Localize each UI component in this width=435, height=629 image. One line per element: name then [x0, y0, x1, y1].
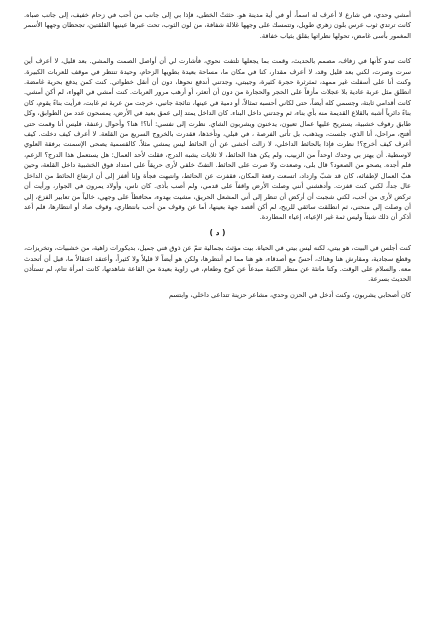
section-marker-row	[24, 228, 411, 238]
section-marker: ( د )	[209, 227, 226, 237]
paragraph-closing: كان أصحابي يشربون، وكنت أدخل في الحزن وحدي، مشاعر حزينة تتداعى داخلي، وابتسم	[169, 290, 411, 299]
paragraph-opening: أمشي وحدي، في شارع لا أعرف له اسماً، أو في أية مدينة هو. حثثتُ الخطى، فإذا بي إلى جانب من أحب في زحام خفيف، إلى جانب صباه. كانت ترتدي ثوب عرس بلون زهري طويل، وتتمسك على وجهها غلالة شفافة، من لون الثوب، تحت عبرها عينيها القلقتين، تجحظان وجهها الأسمر المغمور بأسى غامض، تحولها نظراتها بقلق بثياب خفاقة.	[24, 11, 411, 40]
paragraph-section-d: كنت أجلس في البيت، هو بيتي، لكنه ليس بيتي في الحياة. بيت مؤثث بجمالية تنمّ عن ذوق فني جميل، بديكورات زاهية، من خشبيات، وتخريزات، وقطع سجادية، ومقارش هنا وهناك، أحسّ مع أصدقاء، هو هنا مما لم أنتظرها، ولكن هو أيضاً لا قليلاً ولا كثيراً، وأعتقد اعتقالاً ما، قبل أن أتحدث معه. والسلام على الوقت. وكنا مانئة عن منظر الكتبة مبدعاً عن كوخ وطعام، في زاوية بعيدة من القاعة شاهدتها، كانت امرأة تتام، لم تستأذن الحديث بسرعة.	[24, 244, 411, 284]
paragraph-body: كانت تبدو كأنها في زفاف، مصمم بالحديث، وقمت بما يجعلها تلتفت نحوي، فأشارت لي أن أواصل الصمت والمشي. بعد قليل، لا أعرف أين سرت وصرت، لكني بعد قليل وقد، لا أعرف مقدار، كنا في مكان ما، مساحة بعيدة بطويها الزحام، وحيدة تنتظر في موقف للعربات الكبيرة. وكنت أنا على أسفلت غير ممهد، ثمثرثرة حجرة كثيرة، وجيبتي، وجدتني أندفع نحوها، دون أن أنقل خطواتي. كنت كمن يدفع بحرية غامضة. انطلق مثل عربة عادية بلا عجلات مأزقاً على الحجر والحجارة من دون أن أتعثر، أو أرهب مرور العربات. كنت أمشي في الهواء، لم أكن أمشي. كانت أقدامي ثابتة، وجسمي كله أيضاً، حتى لكاني أحسبه تمثالاً، أو دمية في عينها، نتائجة جانبي، خرجت من عربة ثم غابت، فرأيت بناءً يقوم، كان بناءً دائرياً أشبه بالقلاع القديمة منه بأي بناء، ثم وجدتني داخل البناء. كان الداخل يمتد إلى عمق بعيد في الأرض، يمسحون عدد من الطوابق، وكل طابق رفوف خشبية، يستريح عليها عمال تعبون، يدخنون ويشربون الشاي. نظرت إلى نفسي: أنا؟! هنا؟ وأحوال زعنفة، فليس أنا وقمت حتى أفتح، مراحل، أنا الذي، جلست، ويذهب، بل تأتى الفرصة ، في قبلي، وتأخذها، فقدرت بالخروج السريع من القلعة. لا أعرف كيف دخلت. كيف أعرف كيف أخرج؟! نظرت فإذا بالحائط الداخلي، لا زالت أخشى عن أن الحائط ليس يمشي مثلاً. كالقسمية يصحى الإسمنت برفقة العلوي لاوسطية. أن يهتز بي وحدك اوحداً من الزبيب، ولم يكن هذا الحائط، لا ثلايات يشبه الدرج، فقلت لأحد العمال: هل يستعمل هذا الدرج؟ الزعم، فلم أجده. يصحو من الصعود؟ قال بلى، وصعدت ولا صرت على الحائط. التفتّ خلفي لأرى حريقاً على امتداد فوق الخشبية داخل القلعة، وحين هبّ العمال لإطفائه، كان قد شبّ وازداد، اتسعت رقعة المكان، فقفزت عن الحائط، وانتبهت فجأة وإنا أقفز إلى أن ارتفاع الحائط من الداخل عال جداً، لكني كنت قفزت. وأدهشني أنني وصلت الأرض واقفاً على قدمي، ولم أصب بأذى. كان ناس، وأولاد يمرون في الجوار، ورأيت أن تركض لأرى من أحب، لكني شجبت أن أركض أن تنظر إلى أني المشعل الحريق، مشيت بهدوء، محافظاً على وجهي، خالياً من تعابير الفزع، إلى أن وصلت إلى منحنى، ثم انطلقت سائقي للريح، لم أكن أقصد جهة بعينها، أما عن وقوف من أحب بانتظاري، وقوف صاد أو انتظارها، فلم أعد أذكر أن ذلك شيئاً وليس ثمة غير الإعياء، إعياء المطاردة.	[24, 57, 411, 222]
